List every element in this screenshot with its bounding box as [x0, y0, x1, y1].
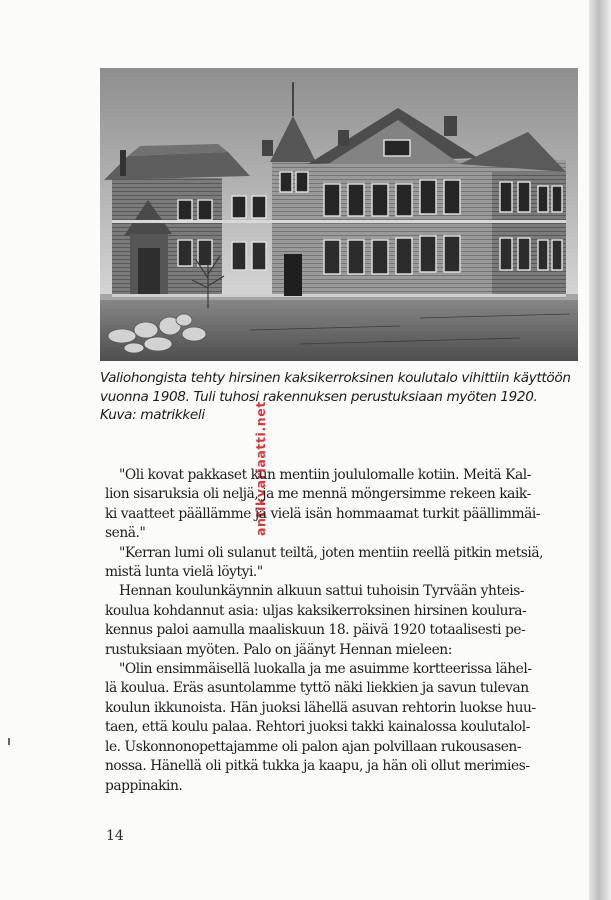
- text-line: senä.": [105, 525, 146, 542]
- text-line: le. Uskonnonopettajamme oli palon ajan polvillaan rukousasen-: [105, 738, 522, 755]
- text-line: koulua kohdannut asia: uljas kaksikerroksinen hirsinen koulura-: [105, 602, 527, 619]
- text-line: "Oli kovat pakkaset kun mentiin joululomalle kotiin. Meitä Kal-: [119, 467, 531, 483]
- body-text: [105, 466, 580, 796]
- text-line: lä koulua. Eräs asuntolamme tyttö näki liekkien ja savun tulevan: [105, 680, 529, 697]
- photo-caption: [100, 369, 590, 425]
- text-line: mistä lunta vielä löytyi.": [105, 564, 263, 581]
- caption-line: Kuva: matrikkeli: [100, 407, 205, 423]
- page-edge-shadow: [589, 0, 611, 900]
- text-line: Hennan koulunkäynnin alkuun sattui tuhoisin Tyrvään yhteis-: [119, 583, 525, 600]
- text-line: "Olin ensimmäisellä luokalla ja me asuimme kortteerissa lähel-: [119, 661, 532, 678]
- watermark-stamp: antikvariaatti.net: [253, 401, 268, 536]
- margin-mark: [8, 738, 10, 745]
- text-line: taen, että koulu palaa. Rehtori juoksi takki kainalossa koulutalol-: [105, 719, 530, 736]
- text-line: ki vaatteet päällämme ja vielä isän hommaamat turkit päällimmäi-: [105, 505, 541, 522]
- text-line: rustuksiaan myöten. Palo on jäänyt Hennan mieleen:: [105, 641, 452, 658]
- school-building-illustration: [100, 68, 578, 361]
- caption-line: Valiohongista tehty hirsinen kaksikerroksinen koulutalo vihittiin käyttöön: [100, 370, 571, 386]
- text-line: kennus paloi aamulla maaliskuun 18. päivä 1920 totaalisesti pe-: [105, 622, 526, 639]
- caption-line: vuonna 1908. Tuli tuhosi rakennuksen perustuksiaan myöten 1920.: [100, 388, 538, 405]
- page-number: 14: [106, 828, 124, 844]
- school-building-photo: [100, 68, 578, 361]
- text-line: nossa. Hänellä oli pitkä tukka ja kaapu, ja hän oli ollut merimies-: [105, 758, 530, 775]
- text-line: pappinakin.: [105, 777, 183, 794]
- text-line: lion sisaruksia oli neljä, ja me mennä möngersimme rekeen kaik-: [105, 486, 531, 503]
- text-line: "Kerran lumi oli sulanut teiltä, joten mentiin reellä pitkin metsiä,: [119, 544, 544, 561]
- text-line: koulun ikkunoista. Hän juoksi lähellä asuvan rehtorin luokse huu-: [105, 699, 536, 716]
